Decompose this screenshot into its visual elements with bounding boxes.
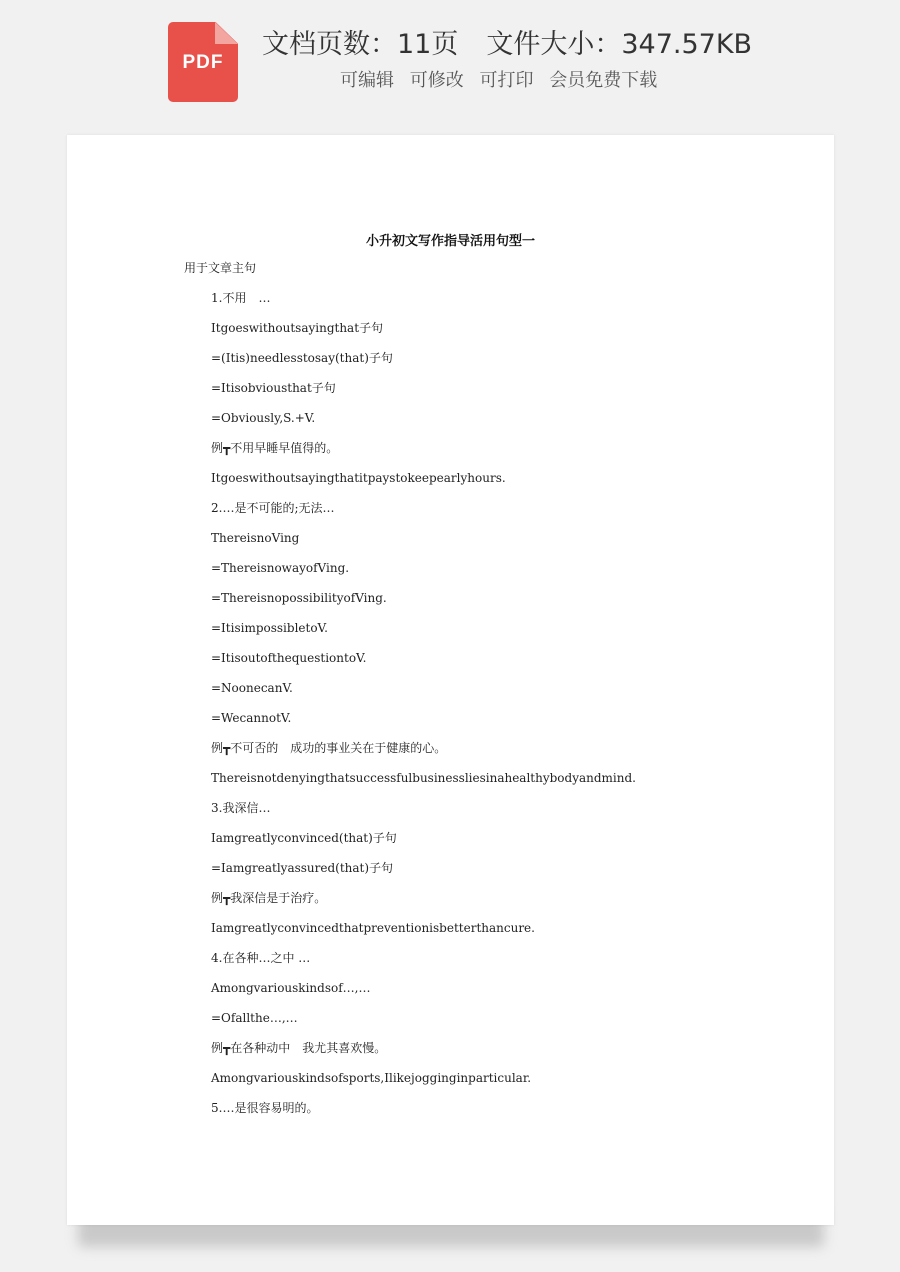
doc-line: Amongvariouskindsofsports,Ilikejogginginparticular.	[211, 1071, 532, 1085]
doc-line: ThereisnoVing	[211, 531, 300, 545]
file-meta	[262, 22, 752, 58]
doc-line: =WecannotV.	[211, 711, 292, 725]
feature-printable: 可打印	[479, 70, 534, 91]
feature-modifiable: 可修改	[409, 70, 464, 91]
pdf-badge-label: PDF	[182, 52, 224, 73]
doc-line: 3.我深信…	[211, 801, 271, 815]
doc-line: Itgoeswithoutsayingthat子句	[211, 321, 384, 335]
doc-line: =Itisobviousthat子句	[211, 381, 336, 395]
doc-line: =ItisoutofthequestiontoV.	[211, 651, 367, 665]
file-size: 文件大小：347.57KB	[486, 29, 753, 60]
document-title: 小升初文写作指导活用句型一	[365, 234, 535, 249]
doc-line: Itgoeswithoutsayingthatitpaystokeepearlyhours.	[211, 471, 506, 485]
doc-line: 例┳我深信是于治疗。	[211, 891, 327, 905]
doc-line: 用于文章主句	[184, 261, 257, 275]
doc-line: =ThereisnowayofVing.	[211, 561, 350, 575]
feature-editable: 可编辑	[340, 70, 394, 91]
doc-line: 例┳不可否的 成功的事业关在于健康的心。	[211, 741, 447, 755]
page-count: 文档页数：11页	[262, 29, 459, 60]
feature-member-download: 会员免费下载	[549, 70, 658, 91]
doc-line: 1.不用 …	[211, 291, 271, 305]
doc-line: 例┳在各种动中 我尤其喜欢慢。	[211, 1041, 387, 1055]
doc-line: =Obviously,S.+V.	[211, 411, 316, 425]
doc-line: Iamgreatlyconvincedthatpreventionisbetterthancure.	[211, 921, 535, 935]
doc-line: =(Itis)needlesstosay(that)子句	[211, 351, 393, 365]
doc-line: 4.在各种…之中 …	[211, 951, 311, 965]
doc-line: =Ofallthe…,…	[211, 1011, 298, 1025]
document-page	[67, 135, 834, 1225]
doc-line: =Iamgreatlyassured(that)子句	[211, 861, 394, 875]
feature-list	[340, 66, 667, 92]
doc-line: =ThereisnopossibilityofVing.	[211, 591, 387, 605]
doc-line: Iamgreatlyconvinced(that)子句	[211, 831, 397, 845]
doc-line: =ItisimpossibletoV.	[211, 621, 328, 635]
doc-line: 5.…是很容易明的。	[211, 1101, 319, 1115]
doc-line: =NoonecanV.	[211, 681, 293, 695]
doc-line: 2.…是不可能的;无法…	[211, 501, 335, 515]
doc-line: Amongvariouskindsof…,…	[211, 981, 371, 995]
doc-line: Thereisnotdenyingthatsuccessfulbusinessliesinahealthybodyandmind.	[211, 771, 636, 785]
doc-line: 例┳不用早睡早值得的。	[211, 441, 339, 455]
